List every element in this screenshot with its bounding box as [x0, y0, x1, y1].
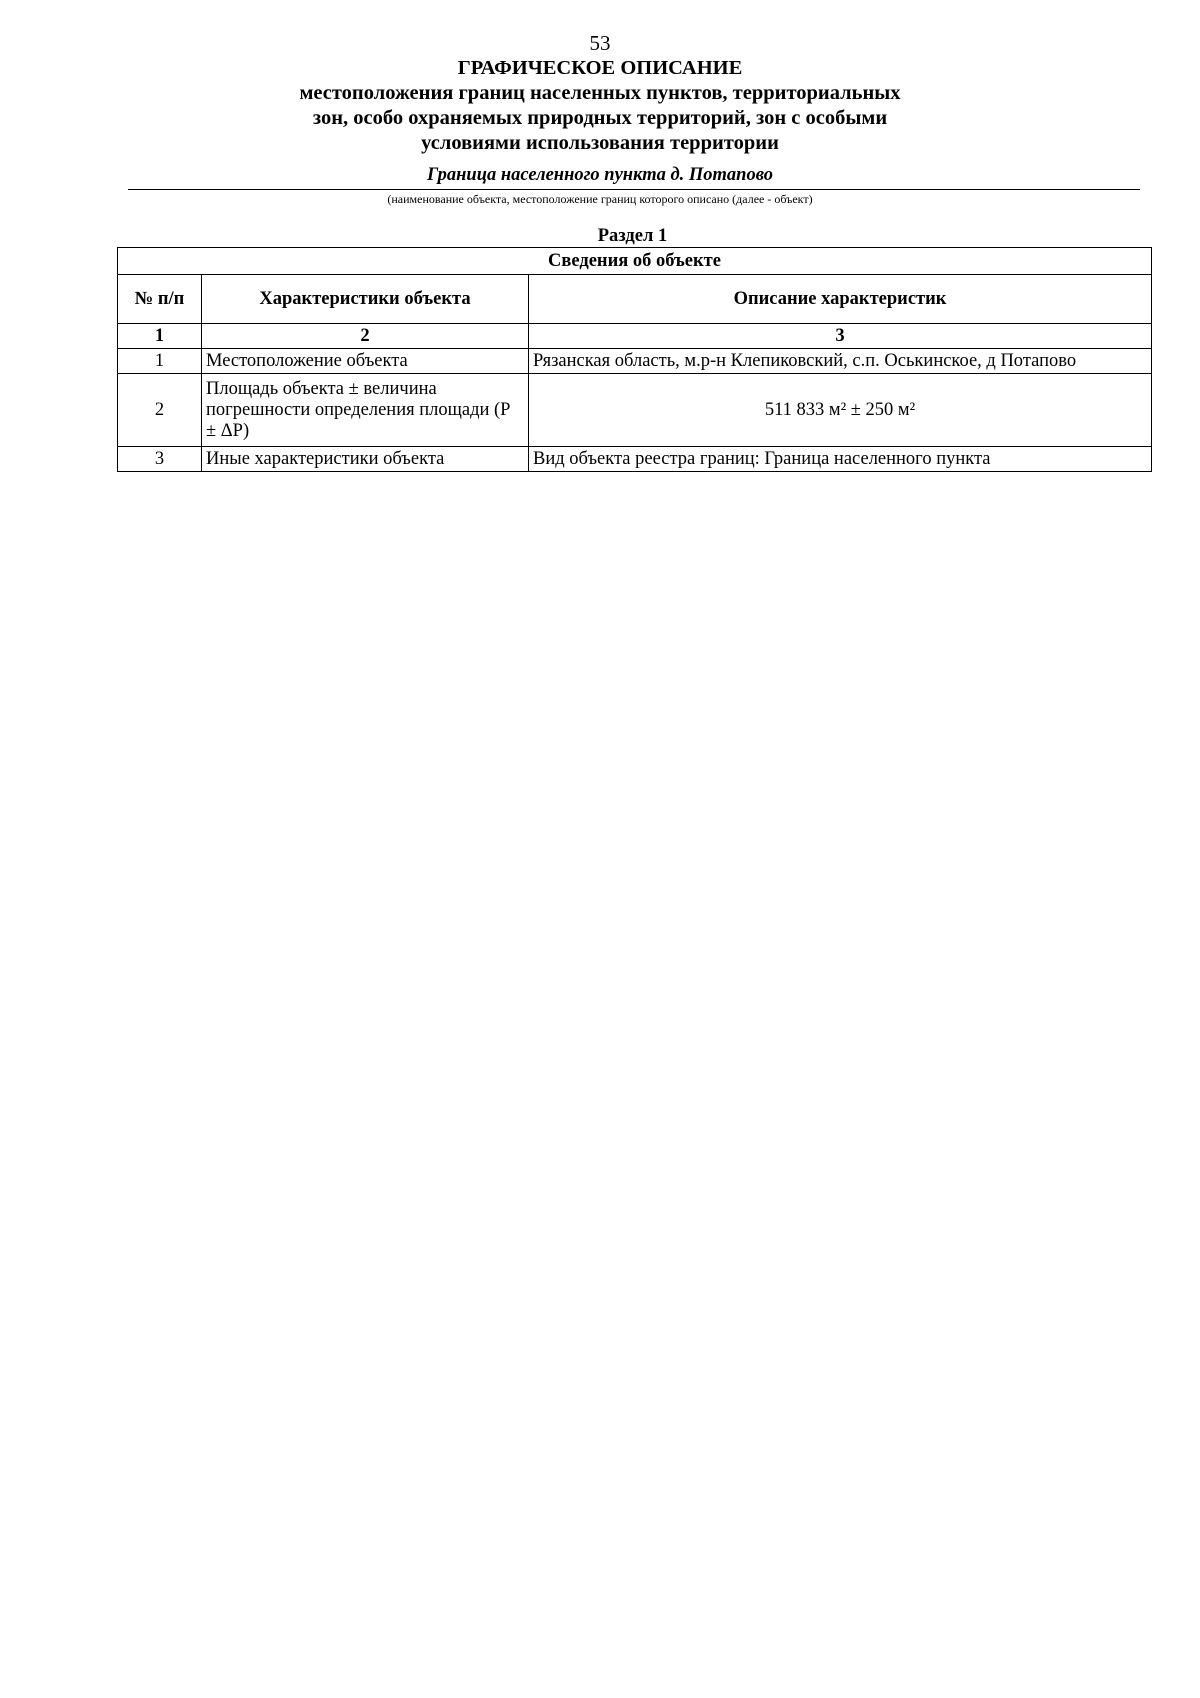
column-number-3: 3: [529, 324, 1152, 349]
page-number: 53: [589, 31, 611, 55]
section-title: Раздел 1: [597, 226, 668, 246]
column-header-characteristic: Характеристики объекта: [202, 275, 529, 324]
document-subtitle-line-1: местоположения границ населенных пунктов, территориальных: [299, 82, 901, 104]
row-characteristic: Площадь объекта ± величина погрешности определения площади (P ± ΔP): [202, 374, 529, 447]
object-name-underline: [128, 189, 1140, 190]
table-caption-row: [118, 248, 1152, 275]
row-number: 2: [118, 374, 202, 447]
document-title: ГРАФИЧЕСКОЕ ОПИСАНИЕ: [457, 57, 743, 79]
row-number: 3: [118, 447, 202, 472]
column-header-number: № п/п: [118, 275, 202, 324]
document-title-block: [0, 56, 1200, 156]
row-description: Рязанская область, м.р-н Клепиковский, с.п. Оськинское, д Потапово: [529, 349, 1152, 374]
table-row: [118, 349, 1152, 374]
row-characteristic: Иные характеристики объекта: [202, 447, 529, 472]
object-name: Граница населенного пункта д. Потапово: [426, 165, 773, 185]
table-header-row: [118, 275, 1152, 324]
row-characteristic: Местоположение объекта: [202, 349, 529, 374]
table-caption: Сведения об объекте: [118, 248, 1152, 275]
document-subtitle-line-2: зон, особо охраняемых природных территорий, зон с особыми: [312, 107, 888, 129]
row-number: 1: [118, 349, 202, 374]
table-row: [118, 447, 1152, 472]
object-info-table: [117, 247, 1152, 472]
table-row: [118, 374, 1152, 447]
column-number-row: [118, 324, 1152, 349]
column-number-2: 2: [202, 324, 529, 349]
column-number-1: 1: [118, 324, 202, 349]
object-name-caption: (наименование объекта, местоположение границ которого описано (далее - объект): [387, 192, 813, 206]
document-subtitle-line-3: условиями использования территории: [421, 132, 779, 154]
row-description: Вид объекта реестра границ: Граница населенного пункта: [529, 447, 1152, 472]
row-description: 511 833 м² ± 250 м²: [529, 374, 1152, 447]
column-header-description: Описание характеристик: [529, 275, 1152, 324]
